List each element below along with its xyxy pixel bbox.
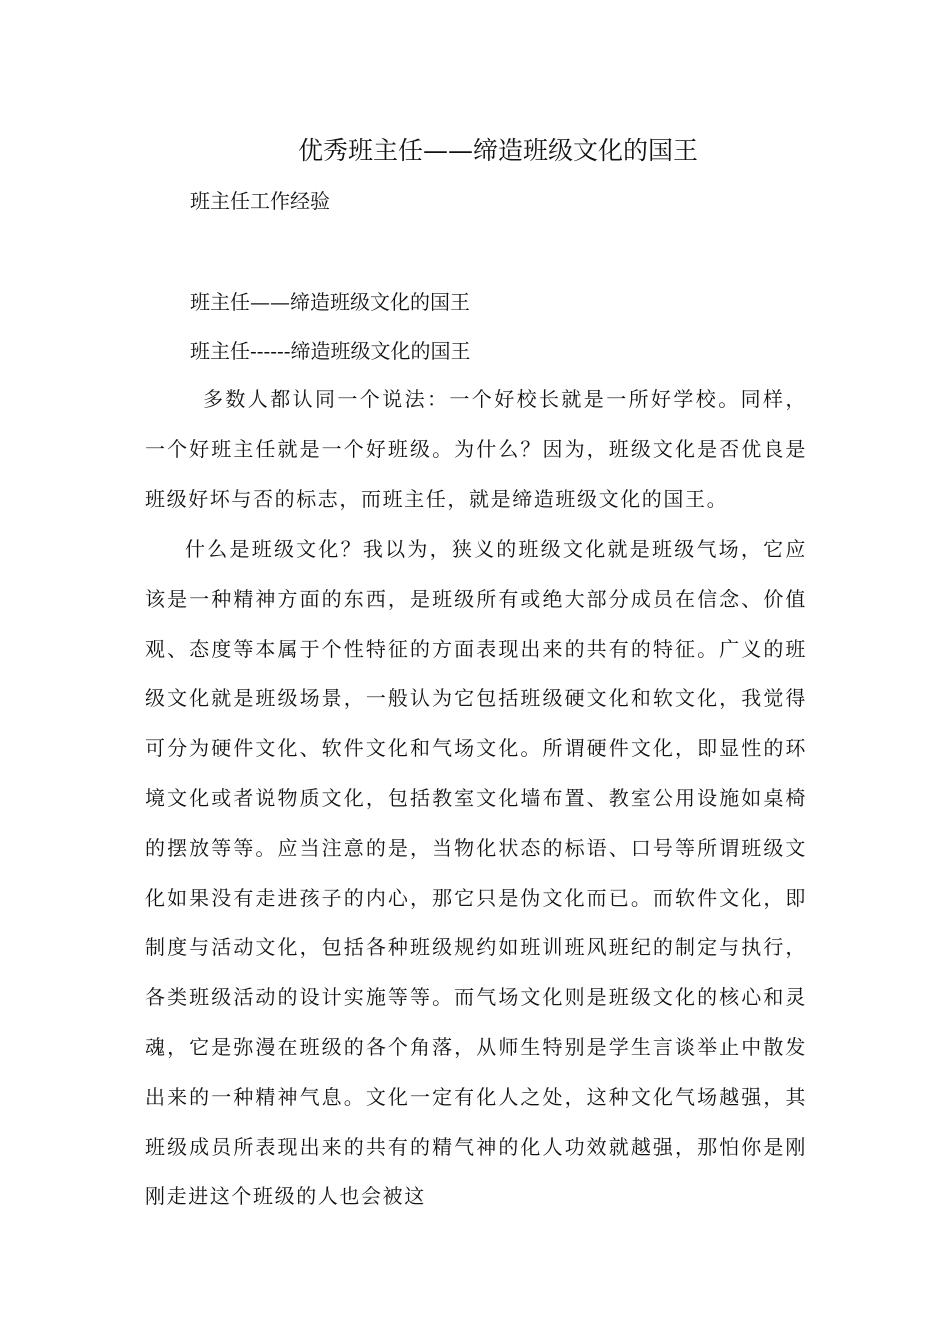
section-heading-2: 班主任------缔造班级文化的国王 — [190, 339, 471, 363]
section-heading-1: 班主任——缔造班级文化的国王 — [190, 290, 470, 314]
paragraph-2: 什么是班级文化？我以为，狭义的班级文化就是班级气场，它应该是一种精神方面的东西，是班级所有或绝大部分成员在信念、价值观、态度等本属于个性特征的方面表现出来的共有的特征。广义的班级文化就是班级场景，一般认为它包括班级硬文化和软文化，我觉得可分为硬件文化、软件文化和气场文化。所谓硬件文化，即显性的环境文化或者说物质文化，包括教室文化墙布置、教室公用设施如桌椅的摆放等等。应当注意的是，当物化状态的标语、口号等所谓班级文化如果没有走进孩子的内心，那它只是伪文化而已。而软件文化，即制度与活动文化，包括各种班级规约如班训班风班纪的制定与执行，各类班级活动的设计实施等等。而气场文化则是班级文化的核心和灵魂，它是弥漫在班级的各个角落，从师生特别是学生言谈举止中散发出来的一种精神气息。文化一定有化人之处，这种文化气场越强，其班级成员所表现出来的共有的精气神的化人功效就越强，那怕你是刚刚走进这个班级的人也会被这 — [145, 537, 807, 1209]
document-title: 优秀班主任——缔造班级文化的国王 — [297, 136, 698, 165]
document-subtitle: 班主任工作经验 — [190, 189, 330, 213]
paragraph-1: 多数人都认同一个说法：一个好校长就是一所好学校。同样，一个好班主任就是一个好班级。为什么？因为，班级文化是否优良是班级好坏与否的标志，而班主任，就是缔造班级文化的国王。 — [145, 387, 807, 511]
